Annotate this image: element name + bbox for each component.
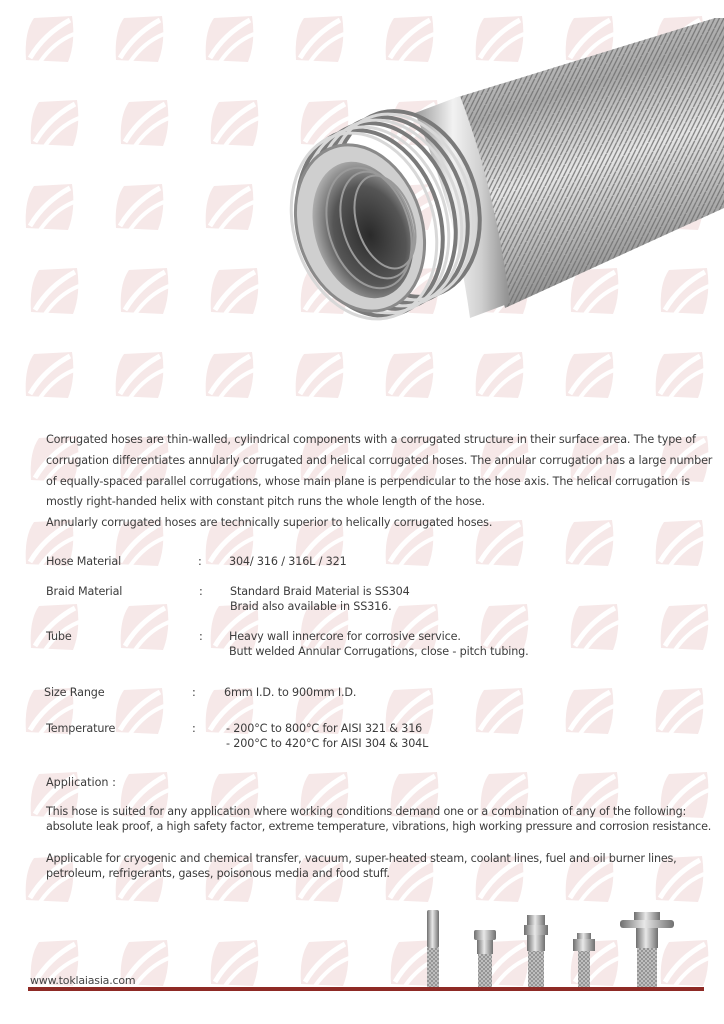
watermark-logo-icon bbox=[205, 96, 265, 150]
spec-value: Heavy wall innercore for corrosive service. bbox=[229, 630, 461, 643]
spec-value: 6mm I.D. to 900mm I.D. bbox=[224, 686, 357, 699]
watermark-logo-icon bbox=[110, 12, 170, 66]
application-line: Applicable for cryogenic and chemical transfer, vacuum, super-heated steam, coolant lines, fuel and oil burner lines, bbox=[46, 852, 677, 865]
spec-colon: : bbox=[192, 686, 196, 699]
watermark-logo-icon bbox=[200, 180, 260, 234]
spec-value: - 200°C to 420°C for AISI 304 & 304L bbox=[226, 737, 429, 750]
watermark-logo-icon bbox=[115, 96, 175, 150]
watermark-logo-icon bbox=[200, 348, 260, 402]
watermark-logo-icon bbox=[295, 936, 355, 990]
spec-colon: : bbox=[198, 555, 202, 568]
watermark-logo-icon bbox=[200, 12, 260, 66]
braided-hose-image bbox=[265, 18, 724, 340]
spec-label: Hose Material bbox=[46, 555, 122, 568]
application-line: petroleum, refrigerants, gases, poisonous media and food stuff. bbox=[46, 866, 390, 880]
watermark-logo-icon bbox=[470, 684, 530, 738]
intro-line: Annularly corrugated hoses are technically superior to helically corrugated hoses. bbox=[46, 516, 493, 530]
spec-label: Temperature bbox=[46, 722, 116, 735]
watermark-logo-icon bbox=[650, 684, 710, 738]
spec-colon: : bbox=[199, 630, 203, 643]
watermark-logo-icon bbox=[650, 348, 710, 402]
watermark-logo-icon bbox=[205, 264, 265, 318]
intro-line: of equally-spaced parallel corrugations, whose main plane is perpendicular to the hose axis. The helical corrugation is bbox=[46, 474, 690, 488]
spec-colon: : bbox=[199, 585, 203, 598]
application-paragraph-1 bbox=[46, 805, 716, 834]
watermark-logo-icon bbox=[25, 96, 85, 150]
application-heading: Application : bbox=[46, 776, 116, 789]
spec-value: Standard Braid Material is SS304 bbox=[230, 585, 410, 598]
watermark-logo-icon bbox=[115, 264, 175, 318]
spec-colon: : bbox=[192, 722, 196, 735]
watermark-logo-icon bbox=[560, 348, 620, 402]
spec-label: Size Range bbox=[44, 686, 105, 699]
hose-fittings-image bbox=[410, 905, 724, 990]
watermark-logo-icon bbox=[110, 684, 170, 738]
watermark-logo-icon bbox=[290, 348, 350, 402]
watermark-logo-icon bbox=[20, 180, 80, 234]
spec-value: - 200°C to 800°C for AISI 321 & 316 bbox=[226, 722, 423, 735]
footer-accent-bar bbox=[28, 987, 704, 991]
spec-value: Butt welded Annular Corrugations, close - pitch tubing. bbox=[229, 645, 529, 658]
watermark-logo-icon bbox=[110, 180, 170, 234]
watermark-logo-icon bbox=[560, 684, 620, 738]
watermark-logo-icon bbox=[25, 600, 85, 654]
spec-label: Braid Material bbox=[46, 585, 123, 598]
spec-label: Tube bbox=[46, 630, 72, 643]
intro-line: corrugation differentiates annularly corrugated and helical corrugated hoses. The annular corrugation has a large number bbox=[46, 453, 713, 467]
watermark-logo-icon bbox=[470, 348, 530, 402]
watermark-logo-icon bbox=[110, 348, 170, 402]
intro-line: Corrugated hoses are thin-walled, cylindrical components with a corrugated structure in their surface area. The type of bbox=[46, 433, 696, 446]
watermark-logo-icon bbox=[205, 936, 265, 990]
spec-value: Braid also available in SS316. bbox=[230, 600, 392, 613]
watermark-logo-icon bbox=[380, 348, 440, 402]
watermark-logo-icon bbox=[25, 264, 85, 318]
intro-line: mostly right-handed helix with constant pitch runs the whole length of the hose. bbox=[46, 495, 485, 509]
watermark-logo-icon bbox=[655, 600, 715, 654]
watermark-logo-icon bbox=[20, 348, 80, 402]
spec-value: 304/ 316 / 316L / 321 bbox=[229, 555, 347, 568]
watermark-logo-icon bbox=[115, 600, 175, 654]
intro-paragraph bbox=[46, 430, 716, 534]
watermark-logo-icon bbox=[565, 600, 625, 654]
application-line: absolute leak proof, a high safety factor, extreme temperature, vibrations, high working pressure and corrosion resistance. bbox=[46, 819, 712, 833]
application-paragraph-2 bbox=[46, 852, 716, 881]
website-url[interactable]: www.toklaiasia.com bbox=[30, 974, 136, 987]
application-line: This hose is suited for any application where working conditions demand one or a combination of any of the following: bbox=[46, 805, 687, 818]
watermark-logo-icon bbox=[20, 12, 80, 66]
